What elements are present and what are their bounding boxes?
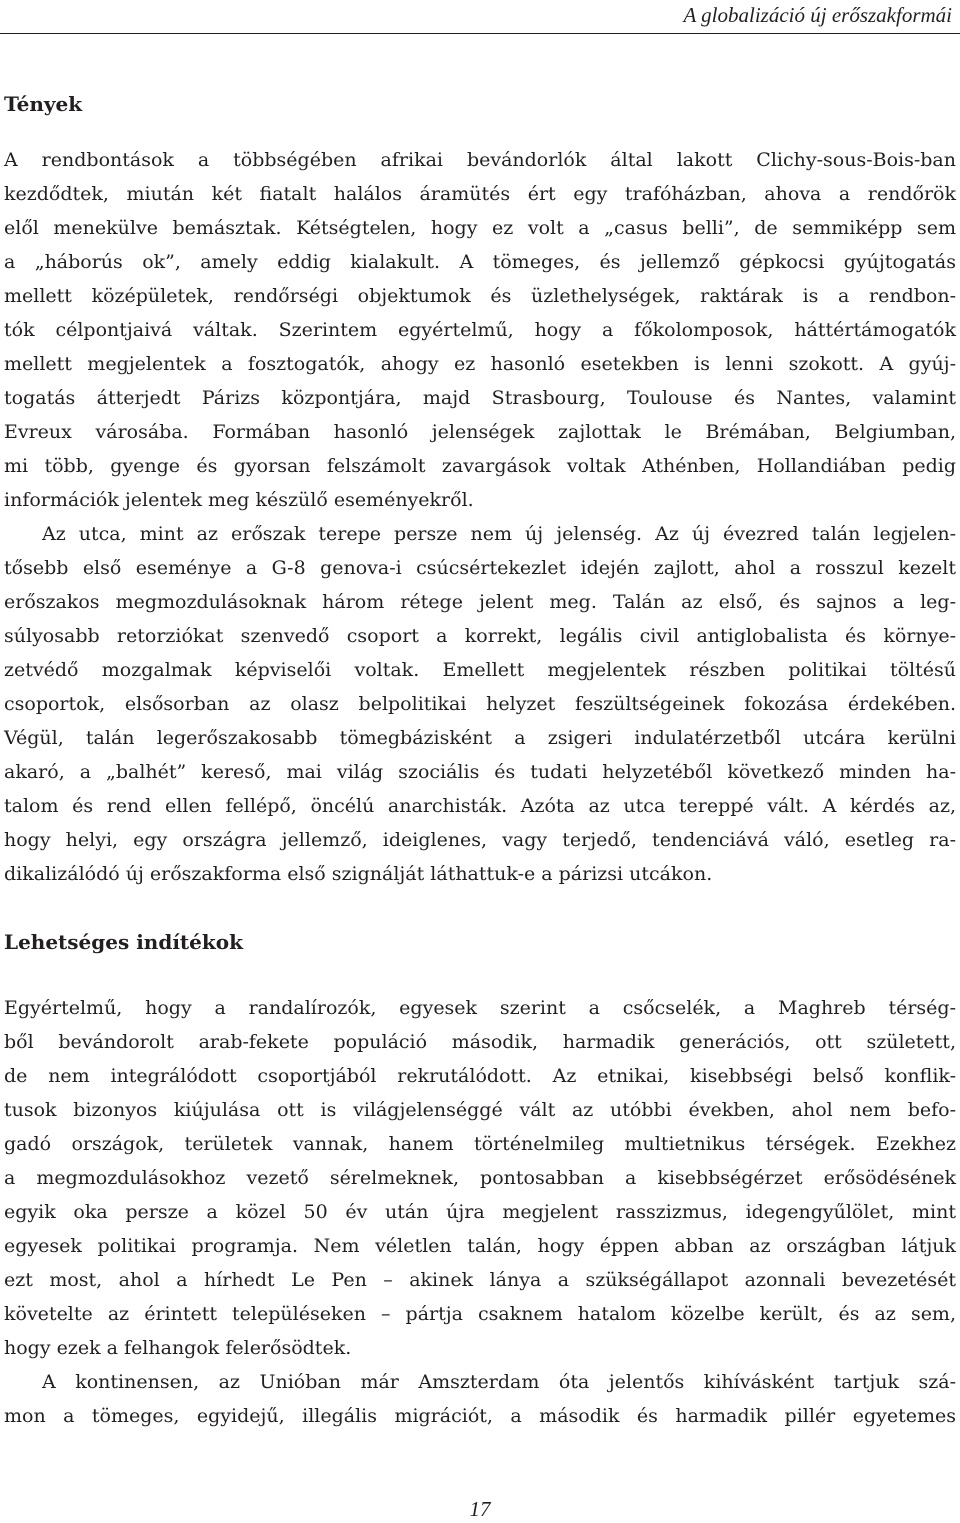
text-line: Evreux városába. Formában hasonló jelenségek zajlottak le Brémában, Belgiumban,: [4, 421, 956, 443]
paragraph-inditekok-1: [4, 991, 956, 1365]
section-body-lehetseges-inditekok: [4, 991, 956, 1433]
text-line: mellett megjelentek a fosztogatók, ahogy ez hasonló esetekben is lenni szokott. A gyúj-: [4, 353, 956, 375]
text-line: Végül, talán legerőszakosabb tömegbázisként a zsigeri indulatérzetből utcára kerülni: [4, 727, 956, 749]
text-line: dikalizálódó új erőszakforma első szignálját láthattuk-e a párizsi utcákon.: [4, 863, 713, 885]
text-line: zetvédő mozgalmak képviselői voltak. Emellett megjelentek részben politikai töltésű: [4, 659, 956, 681]
paragraph-inditekok-2: [4, 1365, 956, 1433]
text-line: de nem integrálódott csoportjából rekrutálódott. Az etnikai, kisebbségi belső konflik-: [4, 1065, 956, 1087]
text-line: Az utca, mint az erőszak terepe persze nem új jelenség. Az új évezred talán legjelen-: [42, 523, 956, 545]
text-line: hogy helyi, egy országra jellemző, ideiglenes, vagy terjedő, tendenciává váló, esetleg ra-: [4, 829, 956, 851]
text-line: tók célpontjaivá váltak. Szerintem egyértelmű, hogy a főkolomposok, háttértámogatók: [4, 319, 956, 341]
paragraph-tenyek-2: [4, 517, 956, 891]
running-header-title: A globalizáció új erőszakformái: [683, 3, 952, 27]
text-line: erőszakos megmozdulásoknak három rétege jelent meg. Talán az első, és sajnos a leg-: [4, 591, 956, 613]
text-line: súlyosabb retorziókat szenvedő csoport a korrekt, legális civil antiglobalista és környe-: [4, 625, 956, 647]
text-line: csoportok, elsősorban az olasz belpolitikai helyzet feszültségeinek fokozása érdekében.: [4, 693, 956, 715]
text-line: ezt most, ahol a hírhedt Le Pen – akinek lánya a szükségállapot azonnali bevezetését: [4, 1269, 956, 1291]
page-number: 17: [469, 1497, 491, 1521]
text-line: Egyértelmű, hogy a randalírozók, egyesek szerint a csőcselék, a Maghreb térség-: [4, 997, 956, 1019]
section-title-tenyek: Tények: [4, 92, 83, 116]
header-rule: [0, 33, 960, 34]
text-line: mellett középületek, rendőrségi objektumok és üzlethelységek, raktárak is a rendbon-: [4, 285, 956, 307]
text-line: követelte az érintett településeken – pártja csaknem hatalom közelbe került, és az sem,: [4, 1303, 956, 1325]
text-line: mon a tömeges, egyidejű, illegális migrációt, a második és harmadik pillér egyetemes: [4, 1405, 956, 1427]
text-line: tusok bizonyos kiújulása ott is világjelenséggé vált az utóbbi években, ahol nem befo-: [4, 1099, 956, 1121]
text-line: gadó országok, területek vannak, hanem történelmileg multietnikus térségek. Ezekhez: [4, 1133, 956, 1155]
text-line: a megmozdulásokhoz vezető sérelmeknek, pontosabban a kisebbségérzet erősödésének: [4, 1167, 956, 1189]
text-line: egyesek politikai programja. Nem véletlen talán, hogy éppen abban az országban látjuk: [4, 1235, 956, 1257]
section-title-lehetseges-inditekok: Lehetséges indítékok: [4, 930, 243, 954]
text-line: kezdődtek, miután két fiatalt halálos áramütés ért egy trafóházban, ahova a rendőrök: [4, 183, 956, 205]
text-line: elől menekülve bemásztak. Kétségtelen, hogy ez volt a „casus belli”, de semmiképp sem: [4, 217, 956, 239]
text-line: A rendbontások a többségében afrikai bevándorlók által lakott Clichy-sous-Bois-ban: [4, 149, 956, 171]
paragraph-tenyek-1: [4, 143, 956, 517]
text-line: akaró, a „balhét” kereső, mai világ szociális és tudati helyzetéből következő minden ha-: [4, 761, 956, 783]
text-line: a „háborús ok”, amely eddig kialakult. A tömeges, és jellemző gépkocsi gyújtogatás: [4, 251, 956, 273]
text-line: tősebb első eseménye a G-8 genova-i csúcsértekezlet idején zajlott, ahol a rosszul kezelt: [4, 557, 956, 579]
text-line: togatás átterjedt Párizs központjára, majd Strasbourg, Toulouse és Nantes, valamint: [4, 387, 956, 409]
text-line: ből bevándorolt arab-fekete populáció második, harmadik generációs, ott született,: [4, 1031, 956, 1053]
section-body-tenyek: [4, 143, 956, 891]
text-line: A kontinensen, az Unióban már Amszterdam óta jelentős kihívásként tartjuk szá-: [42, 1371, 956, 1393]
text-line: információk jelentek meg készülő eseményekről.: [4, 489, 474, 511]
text-line: egyik oka persze a közel 50 év után újra megjelent rasszizmus, idegengyűlölet, mint: [4, 1201, 956, 1223]
text-line: hogy ezek a felhangok felerősödtek.: [4, 1337, 352, 1359]
text-line: mi több, gyenge és gyorsan felszámolt zavargások voltak Athénben, Hollandiában pedig: [4, 455, 956, 477]
text-line: talom és rend ellen fellépő, öncélú anarchisták. Azóta az utca tereppé vált. A kérdés az,: [4, 795, 956, 817]
